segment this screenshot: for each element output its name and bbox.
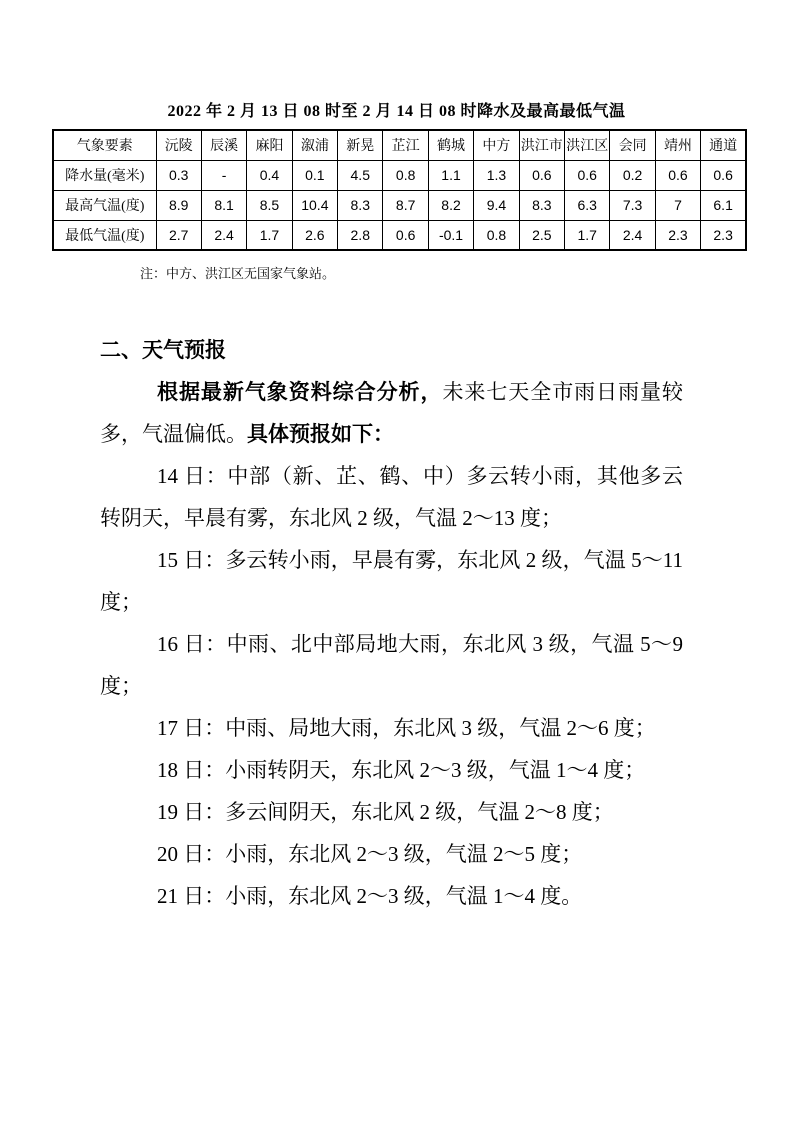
value-cell: 10.4 bbox=[292, 190, 337, 220]
forecast-day-paragraph: 18 日：小雨转阴天，东北风 2～3 级，气温 1～4 度； bbox=[157, 758, 646, 782]
value-cell: 9.4 bbox=[474, 190, 519, 220]
col-header-station: 鹤城 bbox=[428, 130, 473, 160]
table-row bbox=[53, 220, 746, 250]
col-header-element: 气象要素 bbox=[53, 130, 156, 160]
table-title: 2022 年 2 月 13 日 08 时至 2 月 14 日 08 时降水及最高最低气温 bbox=[167, 103, 626, 120]
table-header-row bbox=[53, 130, 746, 160]
value-cell: 2.8 bbox=[338, 220, 383, 250]
col-header-station: 中方 bbox=[474, 130, 519, 160]
table-note: 注：中方、洪江区无国家气象站。 bbox=[140, 266, 336, 281]
value-cell: 8.7 bbox=[383, 190, 428, 220]
col-header-station: 沅陵 bbox=[156, 130, 201, 160]
value-cell: 6.1 bbox=[701, 190, 746, 220]
value-cell: -0.1 bbox=[428, 220, 473, 250]
value-cell: 1.1 bbox=[428, 160, 473, 190]
value-cell: 8.3 bbox=[338, 190, 383, 220]
value-cell: 2.6 bbox=[292, 220, 337, 250]
value-cell: 0.6 bbox=[519, 160, 564, 190]
value-cell: 8.1 bbox=[201, 190, 246, 220]
value-cell: 0.2 bbox=[610, 160, 655, 190]
col-header-station: 洪江市 bbox=[519, 130, 564, 160]
forecast-day-paragraph: 21 日：小雨，东北风 2～3 级，气温 1～4 度。 bbox=[157, 884, 583, 908]
value-cell: 1.3 bbox=[474, 160, 519, 190]
col-header-station: 新晃 bbox=[338, 130, 383, 160]
value-cell: 2.4 bbox=[610, 220, 655, 250]
value-cell: 2.5 bbox=[519, 220, 564, 250]
value-cell: 0.8 bbox=[383, 160, 428, 190]
value-cell: 0.6 bbox=[565, 160, 610, 190]
value-cell: 2.3 bbox=[701, 220, 746, 250]
col-header-station: 溆浦 bbox=[292, 130, 337, 160]
table-row bbox=[53, 160, 746, 190]
value-cell: 0.8 bbox=[474, 220, 519, 250]
weather-table bbox=[52, 129, 747, 251]
value-cell: - bbox=[201, 160, 246, 190]
value-cell: 8.2 bbox=[428, 190, 473, 220]
value-cell: 8.9 bbox=[156, 190, 201, 220]
value-cell: 2.3 bbox=[655, 220, 700, 250]
value-cell: 1.7 bbox=[565, 220, 610, 250]
section-heading: 二、天气预报 bbox=[100, 338, 226, 362]
value-cell: 0.6 bbox=[701, 160, 746, 190]
row-label: 最高气温(度) bbox=[53, 190, 156, 220]
col-header-station: 洪江区 bbox=[565, 130, 610, 160]
row-label: 最低气温(度) bbox=[53, 220, 156, 250]
col-header-station: 麻阳 bbox=[247, 130, 292, 160]
table-row bbox=[53, 190, 746, 220]
forecast-section bbox=[100, 329, 683, 917]
value-cell: 0.6 bbox=[383, 220, 428, 250]
row-label: 降水量(毫米) bbox=[53, 160, 156, 190]
intro-bold-tail: 具体预报如下： bbox=[247, 422, 394, 446]
value-cell: 0.6 bbox=[655, 160, 700, 190]
forecast-intro-paragraph bbox=[100, 371, 683, 455]
col-header-station: 芷江 bbox=[383, 130, 428, 160]
col-header-station: 靖州 bbox=[655, 130, 700, 160]
value-cell: 0.1 bbox=[292, 160, 337, 190]
intro-bold-lead: 根据最新气象资料综合分析， bbox=[157, 380, 443, 404]
forecast-day-paragraph: 20 日：小雨，东北风 2～3 级，气温 2～5 度； bbox=[157, 842, 583, 866]
col-header-station: 通道 bbox=[701, 130, 746, 160]
value-cell: 8.5 bbox=[247, 190, 292, 220]
value-cell: 0.4 bbox=[247, 160, 292, 190]
col-header-station: 辰溪 bbox=[201, 130, 246, 160]
value-cell: 7.3 bbox=[610, 190, 655, 220]
value-cell: 8.3 bbox=[519, 190, 564, 220]
intro-regular-text: 未来七天全市雨日雨量较多，气温偏低。 bbox=[100, 380, 684, 446]
value-cell: 4.5 bbox=[338, 160, 383, 190]
value-cell: 1.7 bbox=[247, 220, 292, 250]
forecast-day-paragraph: 17 日：中雨、局地大雨，东北风 3 级，气温 2～6 度； bbox=[157, 716, 656, 740]
forecast-day-paragraph: 14 日：中部（新、芷、鹤、中）多云转小雨，其他多云转阴天，早晨有雾，东北风 2 级，气温 2～13 度； bbox=[100, 464, 683, 530]
forecast-day-paragraph: 16 日：中雨、北中部局地大雨，东北风 3 级，气温 5～9 度； bbox=[100, 632, 683, 698]
value-cell: 6.3 bbox=[565, 190, 610, 220]
forecast-day-paragraph: 19 日：多云间阴天，东北风 2 级，气温 2～8 度； bbox=[157, 800, 614, 824]
value-cell: 0.3 bbox=[156, 160, 201, 190]
value-cell: 2.7 bbox=[156, 220, 201, 250]
value-cell: 2.4 bbox=[201, 220, 246, 250]
forecast-days bbox=[100, 455, 683, 917]
col-header-station: 会同 bbox=[610, 130, 655, 160]
forecast-day-paragraph: 15 日：多云转小雨，早晨有雾，东北风 2 级，气温 5～11 度； bbox=[100, 548, 683, 614]
value-cell: 7 bbox=[655, 190, 700, 220]
